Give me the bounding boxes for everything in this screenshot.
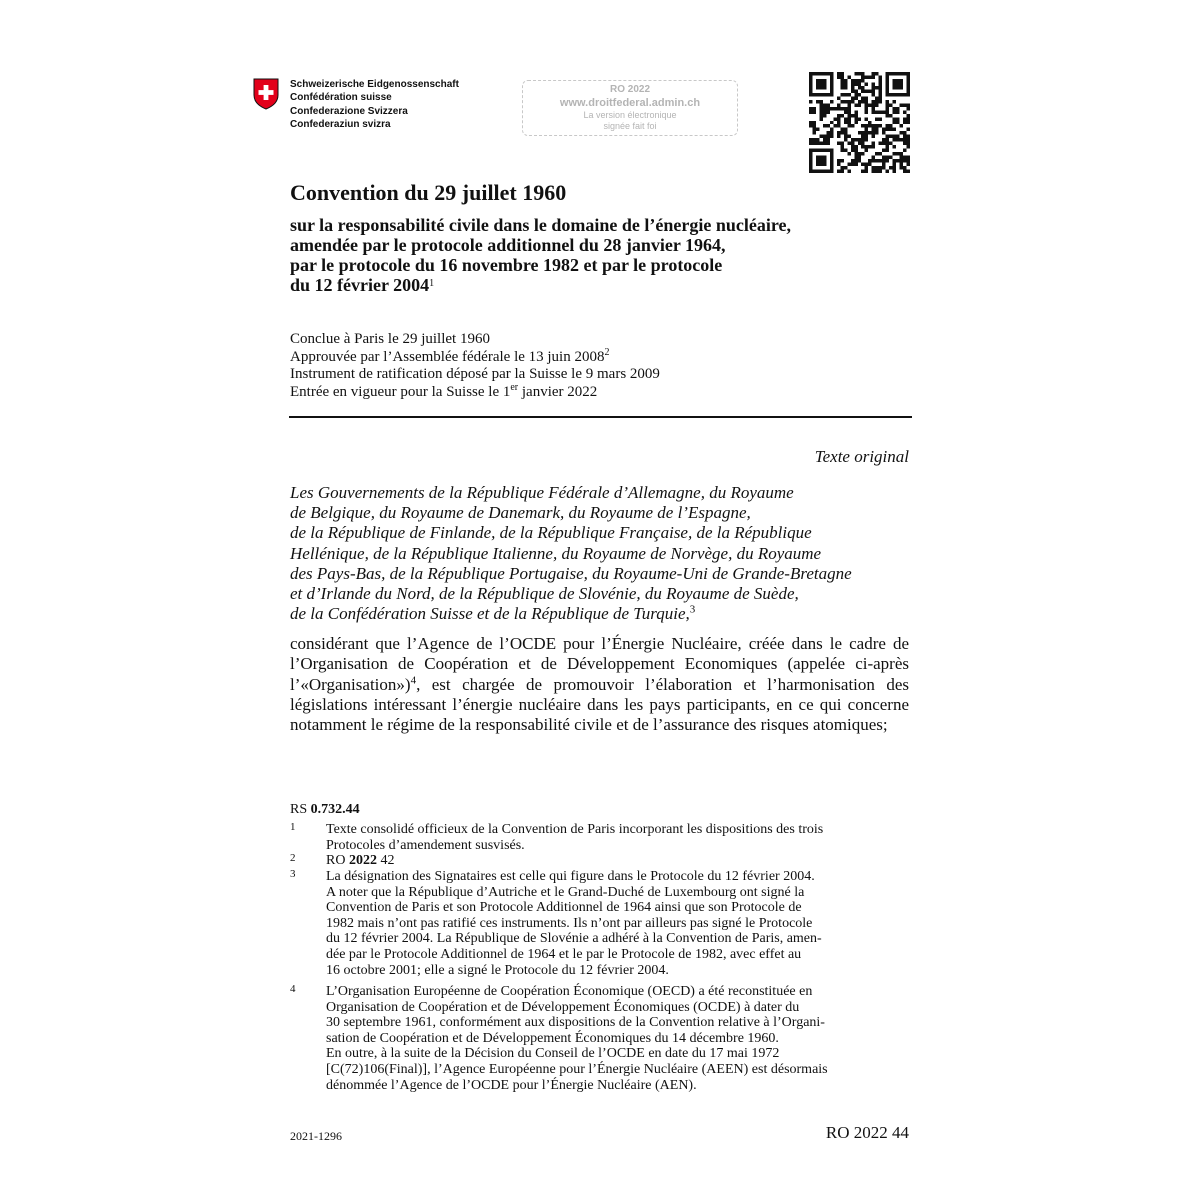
enactment-metadata	[290, 331, 660, 401]
footnote-ref[interactable]: 2	[604, 346, 610, 358]
footnote-ref[interactable]: 3	[689, 603, 696, 616]
governments-line: Les Gouvernements de la République Fédérale d’Allemagne, du Royaume	[290, 483, 794, 502]
governments-line: des Pays-Bas, de la République Portugaise, du Royaume-Uni de Grande-Bretagne	[290, 563, 852, 583]
footnote-number: 2	[290, 852, 296, 864]
governments-line: et d’Irlande du Nord, de la République de Slovénie, du Royaume de Suède,	[290, 584, 799, 604]
footnote-ref[interactable]: 4	[410, 673, 417, 686]
confederation-rm: Confederaziun svizra	[290, 118, 391, 130]
document-number: 2021-1296	[290, 1129, 342, 1143]
considering-paragraph: considérant que l’Agence de l’OCDE pour l’Énergie Nucléaire, créée dans le cadre de l’Organisation de Coopération et de Développement Economiques (appelée ci-après l’«Organisation»)$^4$, est chargée de promouvoir l’élaboration et l’harmonisation des législations intéressant l’énergie nucléaire dans les pays participants, en ce qui concerne notamment le régime de la responsabilité civile et de l’assurance des risques atomiques;	[290, 634, 909, 735]
governments-line: de Belgique, du Royaume de Danemark, du Royaume de l’Espagne,	[290, 503, 751, 523]
qr-code-icon	[809, 72, 910, 173]
signatory-governments	[290, 483, 910, 624]
rs-number: RS 0.732.44	[290, 802, 360, 817]
document-title: Convention du 29 juillet 1960	[290, 180, 567, 205]
document-subtitle	[290, 215, 890, 295]
stamp-note-1: La version électronique	[583, 110, 677, 120]
footnote-4: 4 L’Organisation Européenne de Coopération Économique (OECD) a été reconstituée en Organisation de Coopération et de Développement Économiques (OCDE) à dater du 30 septembre 1961, conformément aux dispositions de la Convention relative à l’Organi- sation de Coopération et de Développement Économiques du 14 décembre 1960. En outre, à la suite de la Décision du Conseil de l’OCDE en date du 17 mai 1972 [C(72)106(Final)], l’Agence Européenne pour l’Énergie Nucléaire (AEEN) est désormais dénommée l’Agence de l’OCDE pour l’Énergie Nucléaire (AEN).	[290, 983, 828, 1093]
subtitle-line: sur la responsabilité civile dans le domaine de l’énergie nucléaire,	[290, 215, 791, 235]
subtitle-line: amendée par le protocole additionnel du 28 janvier 1964,	[290, 235, 726, 255]
governments-line: de la République de Finlande, de la République Française, de la République	[290, 523, 812, 543]
subtitle-line-text: du 12 février 2004	[290, 275, 430, 295]
footnote-1: 1 Texte consolidé officieux de la Convention de Paris incorporant les dispositions des trois Protocoles d’amendement susvisés.	[290, 821, 824, 853]
meta-approved: Approuvée par l’Assemblée fédérale le 13 juin 2008$^2$	[290, 346, 610, 365]
stamp-ro: RO 2022	[609, 84, 651, 95]
original-text-label: Texte original	[814, 447, 909, 466]
footnote-number: 4	[290, 983, 296, 995]
swiss-shield-icon	[253, 78, 279, 110]
governments-line: de la Confédération Suisse et de la République de Turquie,$^3$	[290, 603, 696, 624]
subtitle-line: par le protocole du 16 novembre 1982 et par le protocole	[290, 255, 723, 275]
footnote-number: 3	[290, 868, 296, 880]
footnote-3: 3 La désignation des Signataires est celle qui figure dans le Protocole du 12 février 2004. A noter que la République d’Autriche et le Grand-Duché de Luxembourg ont signé la Convention de Paris et son Protocole Additionnel de 1964 ainsi que son Protocole de 1982 mais n’ont pas ratifié ces instruments. Ils n’ont par ailleurs pas signé le Protocole du 12 février 2004. La République de Slovénie a adhéré à la Convention de Paris, amen- dée par le Protocole Additionnel de 1964 et le par le Protocole de 1982, avec effet au 16 octobre 2001; elle a signé le Protocole du 12 février 2004.	[290, 868, 822, 978]
subtitle-line	[290, 275, 890, 295]
electronic-signature-stamp	[522, 80, 738, 136]
confederation-it: Confederazione Svizzera	[290, 105, 408, 117]
footnote-2: 2 RO 2022 42	[290, 852, 395, 868]
confederation-name	[290, 78, 459, 131]
page-reference: RO 2022 44	[825, 1123, 909, 1142]
header-divider	[289, 416, 912, 418]
meta-entry-into-force: Entrée en vigueur pour la Suisse le 1er janvier 2022	[290, 381, 598, 400]
confederation-de: Schweizerische Eidgenossenschaft	[290, 79, 459, 90]
meta-ratification: Instrument de ratification déposé par la Suisse le 9 mars 2009	[290, 366, 660, 382]
footnote-ref[interactable]: 1	[429, 278, 435, 289]
meta-concluded: Conclue à Paris le 29 juillet 1960	[290, 331, 490, 347]
confederation-fr: Confédération suisse	[290, 92, 392, 104]
stamp-url[interactable]: www.droitfederal.admin.ch	[559, 97, 701, 109]
governments-line: Hellénique, de la République Italienne, du Royaume de Norvège, du Royaume	[290, 543, 822, 563]
stamp-note-2: signée fait foi	[603, 121, 657, 131]
footnote-number: 1	[290, 821, 296, 833]
